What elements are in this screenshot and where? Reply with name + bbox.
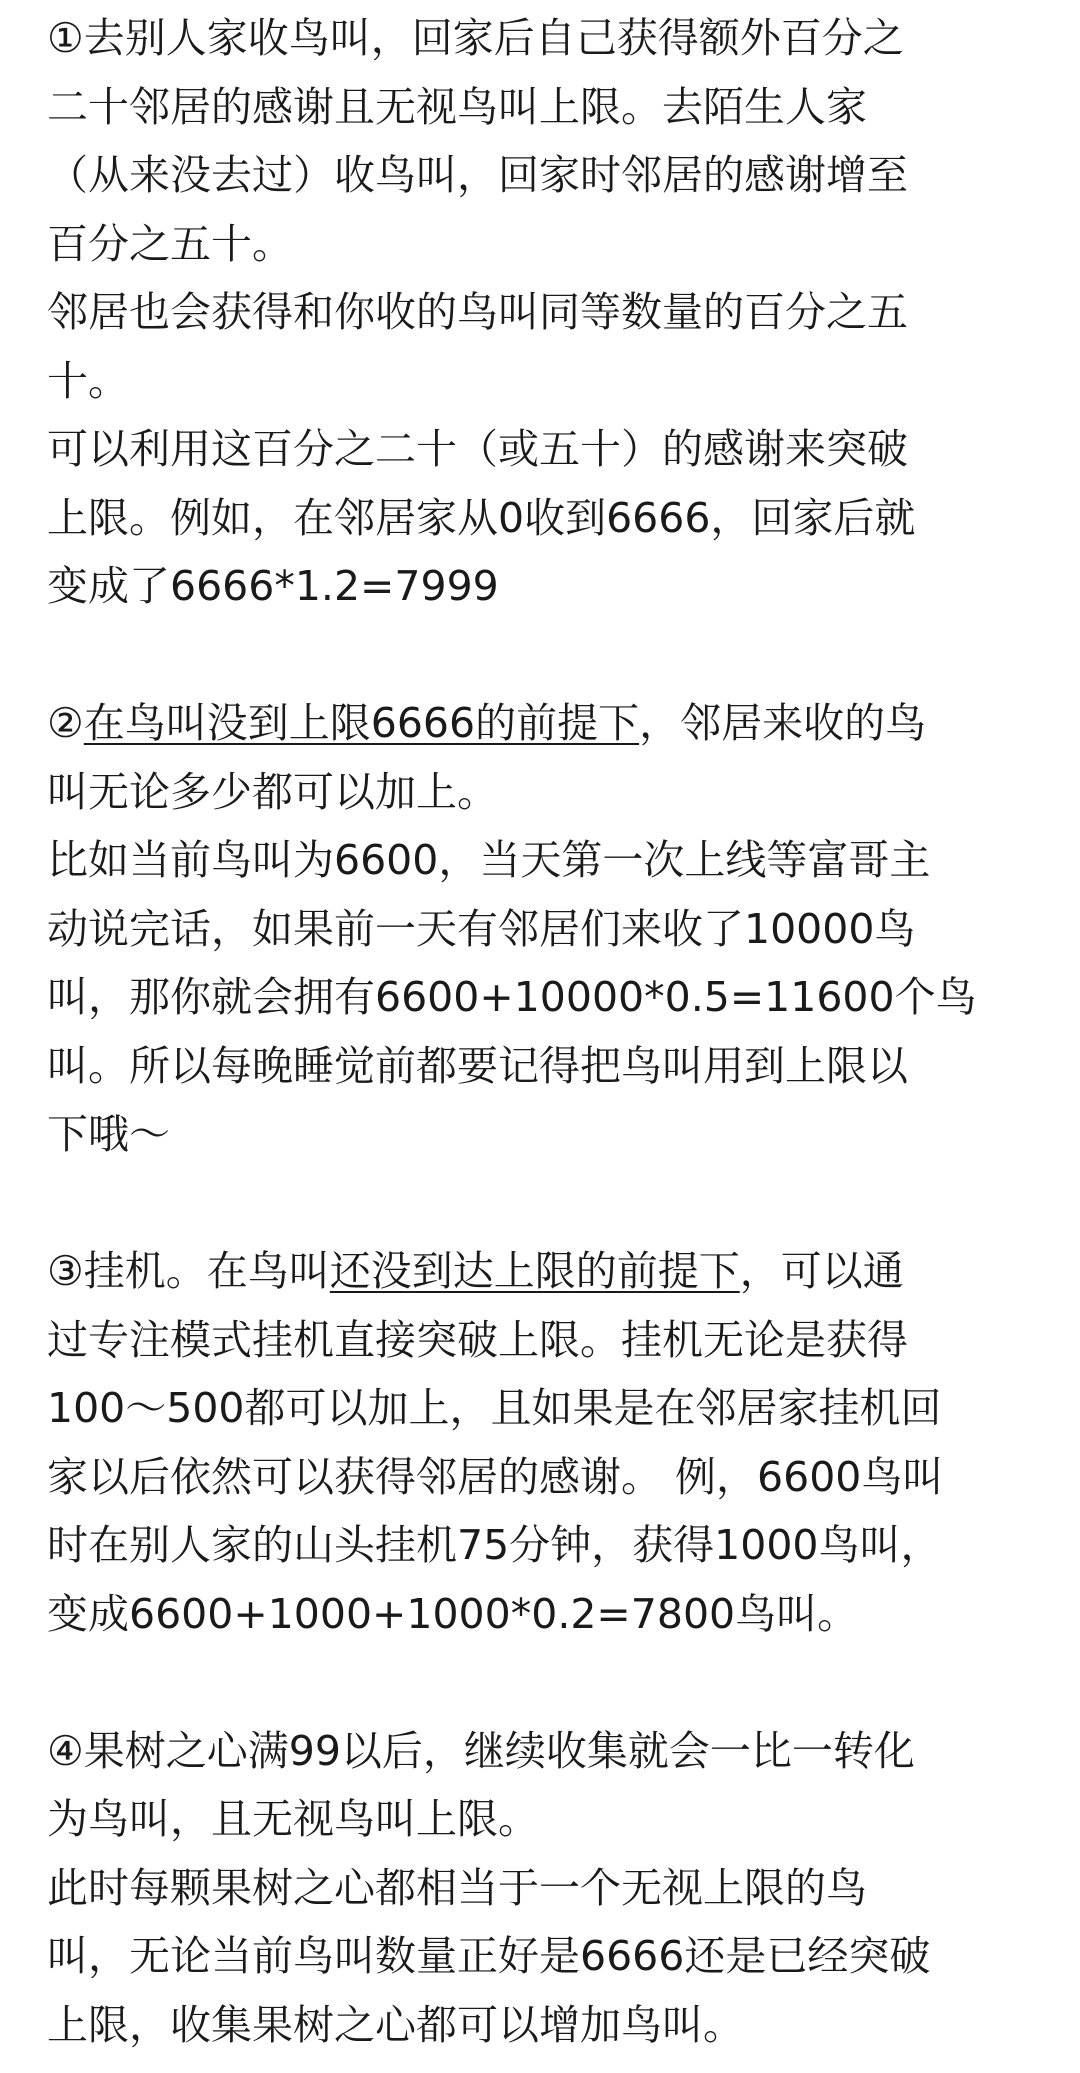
text-segment: ③挂机。在鸟叫 (47, 1247, 330, 1295)
text-line (47, 1785, 1047, 1854)
text-segment: 上限，收集果树之心都可以增加鸟叫。 (47, 2000, 744, 2049)
text-segment: ④果树之心满99以后，继续收集就会一比一转化 (47, 1726, 915, 1775)
text-segment: ①去别人家收鸟叫，回家后自己获得额外百分之 (47, 14, 904, 62)
paragraph-gap (47, 1169, 1047, 1238)
section-2 (47, 689, 1047, 1169)
text-line (47, 484, 1047, 553)
text-line (47, 758, 1047, 827)
underlined-text: 还没到达上限的前提下 (329, 1247, 740, 1295)
text-segment: 时在别人家的山头挂机75分钟，获得1000鸟叫， (47, 1521, 942, 1569)
text-segment: 100～500都可以加上，且如果是在邻居家挂机回 (47, 1384, 942, 1432)
text-segment: 叫，那你就会拥有6600+10000*0.5=11600个鸟 (47, 973, 977, 1021)
text-line (47, 4, 1047, 73)
text-segment: 二十邻居的感谢且无视鸟叫上限。去陌生人家 (47, 82, 867, 131)
text-line (47, 552, 1047, 621)
text-segment: 家以后依然可以获得邻居的感谢。 例，6600鸟叫 (47, 1452, 944, 1501)
text-line (47, 1991, 1047, 2060)
text-line (47, 689, 1047, 758)
text-line (47, 73, 1047, 142)
text-segment: 叫无论多少都可以加上。 (47, 767, 498, 816)
text-segment: 过专注模式挂机直接突破上限。挂机无论是获得 (47, 1315, 908, 1364)
text-segment: 下哦～ (47, 1110, 170, 1158)
text-line (47, 1237, 1047, 1306)
underlined-text: 在鸟叫没到上限6666的前提下 (83, 699, 640, 747)
text-line (47, 1374, 1047, 1443)
text-line (47, 1511, 1047, 1580)
section-3 (47, 1237, 1047, 1648)
section-4 (47, 1717, 1047, 2060)
text-line (47, 210, 1047, 279)
text-line (47, 1922, 1047, 1991)
text-line (47, 1443, 1047, 1512)
text-segment: 动说完话，如果前一天有邻居们来收了10000鸟 (47, 904, 916, 953)
text-line (47, 1854, 1047, 1923)
text-segment: ② (47, 699, 84, 747)
text-line (47, 826, 1047, 895)
text-segment: 此时每颗果树之心都相当于一个无视上限的鸟 (47, 1863, 867, 1912)
text-segment: （从来没去过）收鸟叫，回家时邻居的感谢增至 (47, 151, 908, 199)
section-1 (47, 4, 1047, 621)
paragraph-gap (47, 1648, 1047, 1717)
text-line (47, 141, 1047, 210)
paragraph-gap (47, 621, 1047, 690)
text-line (47, 415, 1047, 484)
text-segment: 可以利用这百分之二十（或五十）的感谢来突破 (47, 425, 908, 473)
text-line (47, 278, 1047, 347)
text-segment: 为鸟叫，且无视鸟叫上限。 (47, 1795, 539, 1843)
text-segment: ，可以通 (739, 1247, 904, 1295)
text-segment: 变成6600+1000+1000*0.2=7800鸟叫。 (47, 1589, 859, 1638)
text-line (47, 1580, 1047, 1649)
text-line (47, 1717, 1047, 1786)
text-line (47, 1032, 1047, 1101)
text-segment: 邻居也会获得和你收的鸟叫同等数量的百分之五 (47, 288, 908, 336)
text-line (47, 1306, 1047, 1375)
text-line (47, 963, 1047, 1032)
text-segment: 十。 (47, 356, 129, 405)
text-segment: 百分之五十。 (47, 219, 293, 268)
text-line (47, 1100, 1047, 1169)
text-segment: 上限。例如，在邻居家从0收到6666，回家后就 (47, 493, 916, 542)
text-segment: 叫。所以每晚睡觉前都要记得把鸟叫用到上限以 (47, 1041, 908, 1090)
text-line (47, 347, 1047, 416)
document-body (47, 4, 1047, 2059)
text-segment: 叫，无论当前鸟叫数量正好是6666还是已经突破 (47, 1932, 931, 1980)
text-segment: ，邻居来收的鸟 (639, 699, 927, 747)
text-segment: 变成了6666*1.2=7999 (47, 562, 499, 610)
text-line (47, 895, 1047, 964)
text-segment: 比如当前鸟叫为6600，当天第一次上线等富哥主 (47, 836, 931, 884)
